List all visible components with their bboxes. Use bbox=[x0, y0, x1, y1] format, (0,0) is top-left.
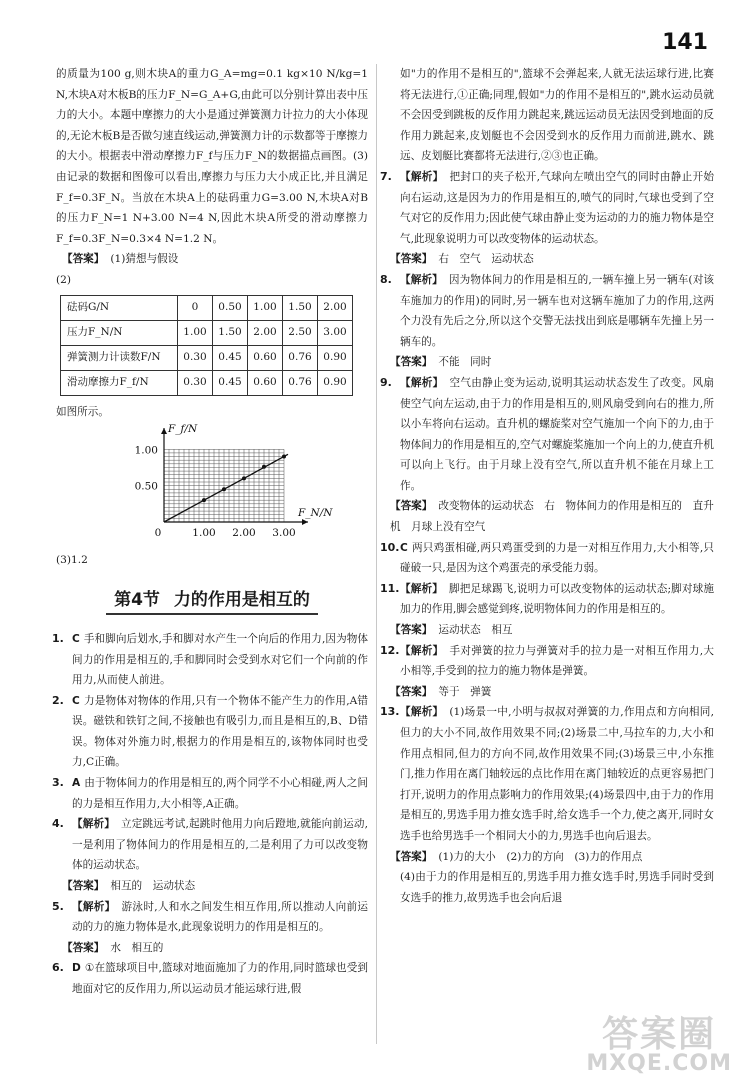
section-heading bbox=[56, 590, 368, 611]
table-cell: 0.50 bbox=[213, 295, 248, 320]
question-item bbox=[52, 814, 368, 876]
data-point bbox=[242, 476, 246, 480]
answer-tag: 【答案】 bbox=[62, 941, 105, 954]
answer-line bbox=[384, 496, 714, 537]
answer-tag: 【答案】 bbox=[390, 500, 433, 513]
analysis-tag: 【解析】 bbox=[72, 818, 116, 831]
section-number: 第4节 bbox=[114, 590, 160, 611]
question-item bbox=[52, 958, 368, 999]
table-cell: 0.30 bbox=[178, 345, 213, 370]
choice-letter: C bbox=[400, 541, 408, 554]
y-tick-label: 1.00 bbox=[134, 444, 158, 457]
column-divider bbox=[376, 64, 377, 1044]
data-table bbox=[60, 295, 353, 396]
answer-tag: 【答案】 bbox=[390, 356, 433, 369]
answer-line bbox=[384, 847, 714, 868]
analysis-text: 空气由静止变为运动,说明其运动状态发生了改变。风扇使空气向左运动,由于力的作用是相互的,则风扇受到向右的推力,所以小车将向右运动。直升机的螺旋桨对空气施加一个向下的力,由于物体间力的作用是相互的,空气对螺旋桨施加一个向上的力,使直升机可以向上飞行。由于月球上没有空气,所以直升机不能在月球上工作。 bbox=[400, 376, 715, 492]
analysis-text: 游泳时,人和水之间发生相互作用,所以推动人向前运动的力的施力物体是水,此现象说明力的作用是相互的。 bbox=[72, 900, 369, 934]
x-tick-label: 1.00 bbox=[192, 527, 216, 540]
question-text: 力是物体对物体的作用,只有一个物体不能产生力的作用,A错误。磁铁和铁钉之间,不接触也有吸引力,而且是相互的,B、D错误。物体对外施力时,根据力的作用是相互的,该物体同时也受力,C正确。 bbox=[72, 694, 368, 769]
table-cell: 0.60 bbox=[248, 370, 283, 395]
table-cell: 1.00 bbox=[178, 320, 213, 345]
analysis-tag: 【解析】 bbox=[72, 900, 116, 913]
analysis-tag: 【解析】 bbox=[400, 170, 444, 183]
answer-line bbox=[56, 938, 368, 959]
answer-line bbox=[384, 249, 714, 270]
row-label: 弹簧测力计读数F/N bbox=[61, 345, 178, 370]
answer-tag: 【答案】 bbox=[390, 624, 433, 637]
question-number: 8. bbox=[380, 272, 392, 286]
question-item bbox=[52, 897, 369, 938]
answer-line bbox=[384, 352, 714, 373]
analysis-text: 手对弹簧的拉力与弹簧对手的拉力是一对相互作用力,大小相等,手受到的拉力的施力物体是弹簧。 bbox=[400, 644, 715, 678]
explanation-paragraph: 的质量为100 g,则木块A的重力G_A=mg=0.1 kg×10 N/kg=1 N,木块A对木板B的压力F_N=G_A+G,由此可以分别计算出表中压力的大小。本题中摩擦力的大小是通过弹簧测力计拉力的大小体现的,无论木板B是否做匀速直线运动,弹簧测力计的示数都等于摩擦力的大小。根据表中滑动摩擦力F_f与压力F_N的数据描点画图。(3)由记录的数据和图像可以看出,摩擦力与压力大小成正比,并且满足F_f=0.3F_N。当放在木块A上的砝码重力G=3.00 N,木块A对B的压力F_N=1 N+3.00 N=4 N,因此木块A所受的滑动摩擦力F_f=0.3F_N=0.3×4 N=1.2 N。 bbox=[56, 68, 368, 245]
x-tick-label: 2.00 bbox=[232, 527, 256, 540]
question-number: 7. bbox=[380, 169, 392, 183]
row-label: 压力F_N/N bbox=[61, 320, 178, 345]
question-item bbox=[380, 538, 714, 579]
question-number: 4. bbox=[52, 817, 64, 831]
analysis-tag: 【解析】 bbox=[400, 706, 444, 719]
answer-continuation: (4)由于力的作用是相互的,男选手用力推女选手时,男选手同时受到女选手的推力,故男选手也会向后退 bbox=[400, 871, 714, 904]
answer-text: 右 空气 运动状态 bbox=[438, 253, 534, 266]
x-axis-label: F_N/N bbox=[298, 507, 333, 520]
part-label: (3)1.2 bbox=[56, 553, 88, 566]
question-number: 9. bbox=[380, 375, 392, 389]
answer-tag: 【答案】 bbox=[390, 850, 433, 863]
question-item bbox=[380, 167, 715, 249]
x-tick-label: 3.00 bbox=[272, 527, 296, 540]
row-label: 砝码G/N bbox=[61, 295, 178, 320]
answer-text: (1)力的大小 (2)力的方向 (3)力的作用点 bbox=[438, 850, 643, 863]
data-point bbox=[222, 487, 226, 491]
analysis-tag: 【解析】 bbox=[400, 582, 443, 595]
answer-text: 改变物体的运动状态 右 物体间力的作用是相互的 直升机 月球上没有空气 bbox=[390, 500, 714, 534]
analysis-text: 因为物体间力的作用是相互的,一辆车撞上另一辆车(对该车施加力的作用)的同时,另一辆车也对这辆车施加了力的作用,这两个力没有先后之分,所以这个交警无法找出到底是哪辆车先撞上另一辆车的。 bbox=[400, 273, 715, 348]
continued-paragraph: 如"力的作用不是相互的",篮球不会弹起来,人就无法运球行进,比赛将无法进行,①正确;同理,假如"力的作用不是相互的",跳水运动员就不会因受到跳板的反作用力跳起来,跳远运动员无法因受到地面的反作用力跳起来,皮划艇也不会因受到水的反作用力而前进,跳水、跳远、皮划艇比赛都将无法进行,②③也正确。 bbox=[400, 68, 714, 163]
table-cell: 0.30 bbox=[178, 370, 213, 395]
choice-letter: C bbox=[72, 632, 80, 645]
table-cell: 0.90 bbox=[318, 370, 353, 395]
table-cell: 0.45 bbox=[213, 345, 248, 370]
answer-text: 等于 弹簧 bbox=[438, 685, 492, 698]
watermark-url: MXQE.COM bbox=[586, 1051, 732, 1076]
chart-container bbox=[106, 424, 368, 550]
question-text: 由于物体间力的作用是相互的,两个同学不小心相碰,两人之间的力是相互作用力,大小相等,A正确。 bbox=[72, 777, 368, 810]
question-text: 手和脚向后划水,手和脚对水产生一个向后的作用力,因为物体间力的作用是相互的,手和脚同时会受到水对它们一个向前的作用力,从而使人前进。 bbox=[72, 632, 368, 687]
analysis-tag: 【解析】 bbox=[400, 644, 444, 657]
page-number: 141 bbox=[662, 30, 708, 55]
question-number: 10. bbox=[380, 540, 400, 554]
row-label: 滑动摩擦力F_f/N bbox=[61, 370, 178, 395]
table-cell: 1.50 bbox=[283, 295, 318, 320]
answer-text: 相互的 运动状态 bbox=[110, 880, 196, 893]
answer-text: (1)猜想与假设 bbox=[110, 253, 179, 266]
table-cell: 2.50 bbox=[283, 320, 318, 345]
watermark-text: 答案圈 bbox=[602, 1014, 717, 1055]
answer-line bbox=[56, 249, 368, 270]
question-item bbox=[380, 373, 715, 497]
table-cell: 3.00 bbox=[318, 320, 353, 345]
left-column bbox=[52, 64, 369, 1000]
data-point bbox=[262, 465, 266, 469]
answer-tag: 【答案】 bbox=[390, 253, 433, 266]
analysis-tag: 【解析】 bbox=[400, 273, 443, 286]
choice-letter: D bbox=[72, 962, 81, 975]
friction-pressure-chart bbox=[106, 423, 333, 542]
question-number: 12. bbox=[380, 643, 400, 657]
table-row bbox=[61, 370, 353, 395]
table-cell: 0.60 bbox=[248, 345, 283, 370]
y-axis-label: F_f/N bbox=[168, 423, 198, 436]
analysis-text: (1)场景一中,小明与叔叔对弹簧的力,作用点和方向相同,但力的大小不同,故作用效果不同;(2)场景二中,马拉车的力,大小和作用点相同,但力的方向不同,故作用效果不同;(3)场景三中,小东推门,推力作用在离门轴较远的点比作用在离门轴较近的点更容易把门打开,说明力的作用点影响力的作用效果;(4)场景四中,由于力的作用是相互的,男选手用力推女选手时,给女选手一个力,使之离开,同时女选手也给男选手一个相同大小的力,男选手也向后退去。 bbox=[400, 706, 715, 842]
question-number: 5. bbox=[52, 899, 64, 913]
table-cell: 0.45 bbox=[213, 370, 248, 395]
answer-line bbox=[56, 876, 368, 897]
table-cell: 1.50 bbox=[213, 320, 248, 345]
answer-tag: 【答案】 bbox=[62, 253, 105, 266]
question-item bbox=[380, 270, 715, 352]
table-row bbox=[61, 320, 353, 345]
question-text: ①在篮球项目中,篮球对地面施加了力的作用,同时篮球也受到地面对它的反作用力,所以运动员才能运球行进,假 bbox=[72, 962, 368, 995]
question-number: 1. bbox=[52, 631, 64, 645]
series-line bbox=[164, 454, 288, 522]
table-cell: 0 bbox=[178, 295, 213, 320]
choice-letter: C bbox=[72, 694, 80, 707]
question-item bbox=[380, 702, 715, 846]
table-cell: 0.90 bbox=[318, 345, 353, 370]
data-point bbox=[282, 455, 286, 459]
question-number: 13. bbox=[380, 705, 400, 719]
question-number: 2. bbox=[52, 693, 64, 707]
question-number: 11. bbox=[380, 581, 400, 595]
answer-line bbox=[384, 682, 714, 703]
analysis-text: 脚把足球踢飞,说明力可以改变物体的运动状态;脚对球施加力的作用,脚会感觉到疼,说明物体间力的作用是相互的。 bbox=[400, 582, 715, 616]
table-cell: 1.00 bbox=[248, 295, 283, 320]
question-item bbox=[380, 641, 715, 682]
table-cell: 0.76 bbox=[283, 370, 318, 395]
analysis-text: 把封口的夹子松开,气球向左喷出空气的同时由静止开始向右运动,这是因为力的作用是相互的,喷气的同时,气球也受到了空气对它的反作用力;因此使气球由静止变为运动的力的施力物体是空气,此现象说明力可以改变物体的运动状态。 bbox=[400, 170, 715, 245]
analysis-tag: 【解析】 bbox=[400, 376, 444, 389]
question-number: 3. bbox=[52, 776, 64, 790]
table-cell: 0.76 bbox=[283, 345, 318, 370]
answer-text: 运动状态 相互 bbox=[438, 624, 513, 637]
table-row bbox=[61, 345, 353, 370]
question-item bbox=[52, 691, 368, 773]
part-label: (2) bbox=[56, 273, 72, 286]
table-cell: 2.00 bbox=[318, 295, 353, 320]
answer-tag: 【答案】 bbox=[62, 880, 105, 893]
question-item bbox=[380, 579, 715, 620]
choice-letter: A bbox=[72, 777, 81, 790]
answer-text: 水 相互的 bbox=[110, 941, 164, 954]
section-title: 力的作用是相互的 bbox=[173, 590, 310, 611]
question-item bbox=[52, 773, 368, 814]
figure-caption: 如图所示。 bbox=[56, 405, 109, 418]
x-axis-arrow bbox=[302, 519, 308, 525]
y-tick-label: 0.50 bbox=[134, 480, 158, 493]
data-point bbox=[202, 498, 206, 502]
x-tick-label: 0 bbox=[154, 527, 162, 540]
y-axis-arrow bbox=[161, 428, 167, 434]
question-text: 两只鸡蛋相碰,两只鸡蛋受到的力是一对相互作用力,大小相等,只碰破一只,是因为这个鸡蛋壳的承受能力弱。 bbox=[400, 541, 714, 575]
right-column bbox=[380, 64, 715, 908]
answer-text: 不能 同时 bbox=[438, 356, 492, 369]
answer-line bbox=[384, 620, 714, 641]
table-cell: 2.00 bbox=[248, 320, 283, 345]
question-number: 6. bbox=[52, 961, 64, 975]
question-list bbox=[52, 629, 368, 814]
watermark-logo bbox=[586, 1014, 732, 1076]
question-item bbox=[52, 629, 368, 691]
answer-tag: 【答案】 bbox=[390, 685, 433, 698]
table-row bbox=[61, 295, 353, 320]
analysis-text: 立定跳远考试,起跳时他用力向后蹬地,就能向前运动,一是利用了物体间力的作用是相互的,二是利用了力可以改变物体的运动状态。 bbox=[72, 818, 368, 872]
